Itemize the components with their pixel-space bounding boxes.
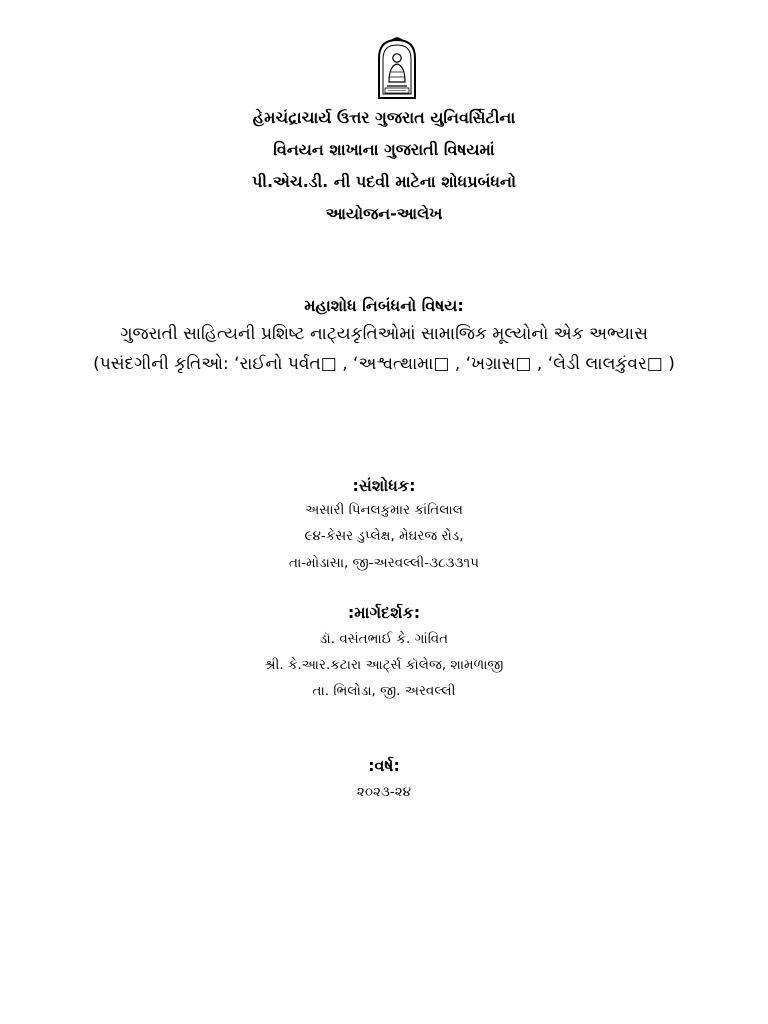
year-value: ૨૦૨૩-૨૪ (356, 784, 412, 800)
document-type: આયોજન-આલેખ (325, 204, 443, 223)
researcher-name: અસારી પિનલકુમાર કાંતિલાલ (305, 502, 463, 518)
guide-location: તા. ભિલોડા, જી. અરવલ્લી (312, 683, 456, 699)
faculty-department: વિનયન શાખાના ગુજરાતી વિષયમાં (273, 140, 495, 159)
subject-heading: મહાશોધ નિબંધનો વિષય: (304, 296, 464, 315)
guide-heading: :માર્ગદર્શક: (347, 603, 421, 622)
selected-works: (પસંદગીની કૃતિઓ: ‘રાઈનો પર્વત□ , ‘અશ્વત્થામા□ , ‘ખગ્રાસ□ , ‘લેડી લાલકુંવર□ ) (93, 354, 675, 374)
researcher-address-line1: ૯૪-કેસર ડુપ્લેક્ષ, મેઘરજ રોડ, (304, 528, 464, 544)
researcher-heading: :સંશોધક: (352, 476, 416, 495)
guide-college: શ્રી. કે.આર.કટારા આર્ટ્સ કૉલેજ, શામળાજી (264, 657, 504, 673)
researcher-address-line2: તા-મોડાસા, જી-અરવલ્લી-૩૮૩૩૧૫ (289, 555, 479, 571)
degree-line: પી.એચ.ડી. ની પદવી માટેના શોધપ્રબંધનો (252, 172, 516, 191)
university-name: હેમચંદ્રાચાર્ય ઉત્તર ગુજરાત યુનિવર્સિટીના (252, 108, 516, 127)
university-emblem-icon (376, 36, 418, 100)
guide-name: ડૉ. વસંતભાઈ કે. ગાંવિત (319, 631, 449, 647)
thesis-title: ગુજરાતી સાહિત્યની પ્રશિષ્ટ નાટ્યકૃતિઓમાં સામાજિક મૂલ્યોનો એક અભ્યાસ (120, 324, 648, 344)
year-heading: :વર્ષ: (368, 756, 400, 775)
